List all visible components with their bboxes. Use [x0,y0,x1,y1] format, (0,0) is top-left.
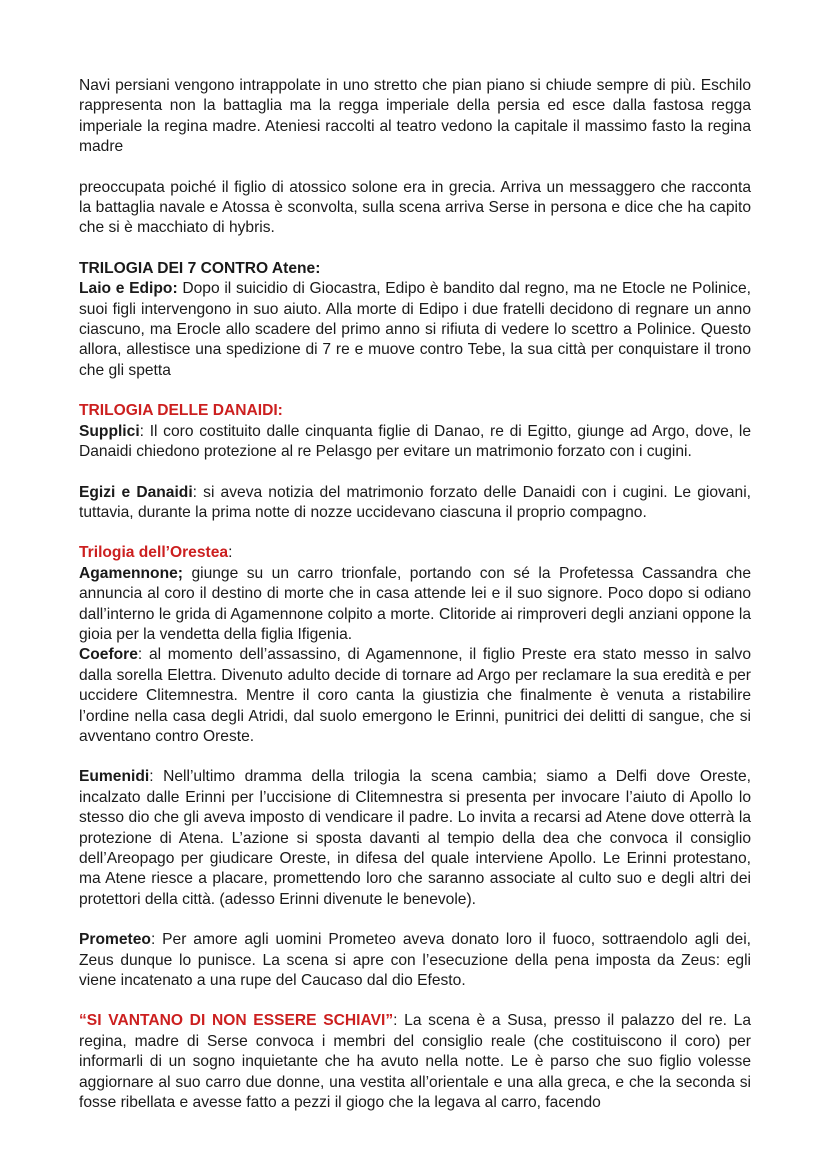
section-heading-sette-contro: TRILOGIA DEI 7 CONTRO Atene: [79,259,321,277]
term-egizi-danaidi: Egizi e Danaidi [79,483,193,501]
section-orestea [79,543,751,910]
text-eumenidi: : Nell’ultimo dramma della trilogia la scena cambia; siamo a Delfi dove Oreste, incalzato dalle Erinni per l’uccisione di Clitemnestra si presenta per invocare l’aiuto di Apollo lo stesso dio che gli aveva imposto di vendicare il padre. Lo invita a recarsi ad Atene dove otterrà la protezione di Atena. L’azione si sposta davanti al tempio della dea che convoca il consiglio dell’Areopago per giudicare Oreste, in difesa del quale interviene Apollo. Le Erinni protestano, ma Atene riesce a placare, promettendo loro che saranno associate al culto suo e degli altri dei protettori della città. (adesso Erinni divenute le benevole). [79,768,751,908]
term-laio-edipo: Laio e Edipo: [79,280,178,298]
paragraph-persian-ships: Navi persiani vengono intrappolate in uno stretto che pian piano si chiude sempre di più. Eschilo rappresenta non la battaglia ma la regga imperiale della persia ed esce dalla fastosa regga imperiale la regina madre. Ateniesi raccolti al teatro vedono la capitale il massimo fasto la regina madre [79,77,751,156]
paragraph-prometeo [79,930,751,991]
paragraph-coefore [79,645,751,747]
term-coefore: Coefore [79,646,138,664]
paragraph-agamennone [79,564,751,646]
paragraph-persiani [79,1011,751,1113]
term-eumenidi: Eumenidi [79,768,150,786]
paragraph-egizi-danaidi [79,483,751,524]
text-supplici: : Il coro costituito dalle cinquanta figlie di Danao, re di Egitto, giunge ad Argo, dove, le Danaidi chiedono protezione al re Pelasgo per evitare un matrimonio forzato con i cugini. [79,422,751,461]
text-agamennone: giunge su un carro trionfale, portando con sé la Profetessa Cassandra che annuncia al coro il destino di morte che in casa attende lei e il suo signore. Poco dopo si odiano dall’interno le grida di Agamennone colpito a morte. Clitoride ai rimproveri degli anziani oppone la gioia per la vendetta della figlia Ifigenia. [79,564,751,643]
section-sette-contro [79,259,751,381]
paragraph-laio-edipo [79,279,751,381]
text-persiani: : La scena è a Susa, presso il palazzo del re. La regina, madre di Serse convoca i membri del consiglio reale (che costituiscono il coro) per informarli di un sogno inquietante che ha avuto nella notte. Le è parso che suo figlio volesse aggiornare al suo carro due donne, una vestita all’orientale e una alla greca, e che la seconda si fosse ribellata e avesse fatto a pezzi il giogo che la legava al carro, facendo [79,1012,751,1112]
term-supplici: Supplici [79,422,140,440]
paragraph-eumenidi [79,767,751,910]
text-laio-edipo: Dopo il suicidio di Giocastra, Edipo è bandito dal regno, ma ne Etocle ne Polinice, suoi figli intervengono in suo aiuto. Alla morte di Edipo i due fratelli decidono di regnare un anno ciascuno, ma Erocle allo scadere del primo anno si rifiuta di vedere lo scettro a Polinice. Questo allora, allestisce una spedizione di 7 re e muove contro Tebe, la sua città per conquistare il trono che gli spetta [79,280,751,379]
text-egizi-danaidi: : si aveva notizia del matrimonio forzato delle Danaidi con i cugini. Le giovani, tuttavia, durante la prima notte di nozze uccidevano ciascuna il proprio compagno. [79,483,751,521]
term-prometeo: Prometeo [79,931,151,949]
text-coefore: : al momento dell’assassino, di Agamennone, il figlio Preste era stato messo in salvo dalla sorella Elettra. Divenuto adulto decide di tornare ad Argo per reclamare la sua eredità e per uccidere Clitemnestra. Mentre il coro canta la giustizia che finalmente è venuta a ristabilire l’ordine nella casa degli Atridi, dal suolo emergono le Erinni, punitrici dei delitti di sangue, che si avventano contro Oreste. [79,646,751,745]
term-agamennone: Agamennone; [79,564,183,582]
heading-orestea-colon: : [228,544,233,562]
document-page [79,76,751,1113]
section-heading-danaidi: TRILOGIA DELLE DANAIDI: [79,402,283,420]
section-danaidi [79,401,751,523]
paragraph-supplici [79,422,751,463]
heading-orestea-title: Trilogia dell’Orestea [79,544,229,562]
text-prometeo: : Per amore agli uomini Prometeo aveva donato loro il fuoco, sottraendolo agli dei, Zeus dunque lo punisce. La scena si apre con l’esecuzione della pena imposta da Zeus: egli viene incatenato a una rupe del Caucaso dal dio Efesto. [79,931,751,990]
term-persiani-quote: “SI VANTANO DI NON ESSERE SCHIAVI” [79,1012,394,1030]
paragraph-atossa: preoccupata poiché il figlio di atossico solone era in grecia. Arriva un messaggero che racconta la battaglia navale e Atossa è sconvolta, sulla scena arriva Serse in persona e dice che ha capito che si è macchiato di hybris. [79,178,751,237]
section-heading-orestea [79,543,751,563]
